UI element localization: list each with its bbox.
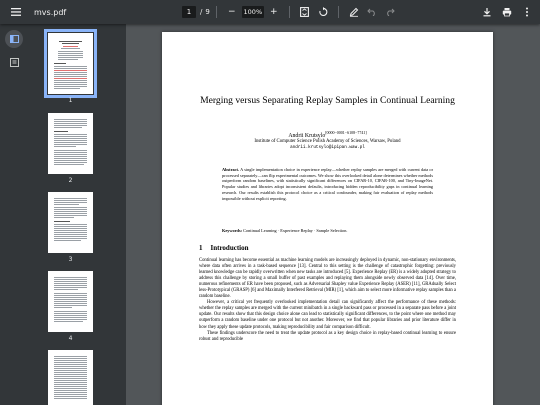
page-thumbnail[interactable]: [48, 192, 93, 253]
thumbnails-view-button[interactable]: [5, 30, 23, 48]
rotate-icon: [318, 7, 328, 17]
thumb-line: [54, 160, 87, 161]
thumb-line: [54, 240, 81, 241]
thumb-line: [54, 390, 87, 391]
thumb-line: [54, 221, 70, 222]
thumb-line: [54, 234, 87, 235]
thumb-line: [54, 207, 87, 208]
divider: [289, 6, 290, 18]
paper-author: [182, 130, 473, 139]
paragraph: These findings underscore the need to treat the update protocol as a key design choice in replay-based continual learning to ensure robust and reproducible: [199, 330, 456, 342]
thumb-line: [54, 380, 87, 381]
thumb-line: [54, 372, 87, 373]
thumb-line: [54, 88, 80, 89]
thumb-line: [54, 317, 87, 318]
thumb-line: [54, 362, 87, 363]
keywords: [222, 228, 433, 234]
page-thumbnail-number: 2: [68, 177, 73, 184]
thumb-line: [54, 283, 87, 284]
abstract: [222, 167, 433, 201]
thumb-line: [54, 293, 87, 294]
thumb-line: [54, 202, 87, 203]
page-total: 9: [205, 8, 210, 16]
document-viewport[interactable]: [126, 24, 540, 405]
thumb-line: [54, 80, 87, 81]
thumb-line: [54, 299, 87, 300]
thumb-line: [54, 78, 87, 79]
thumb-line: [54, 125, 87, 126]
page-thumbnail[interactable]: [48, 350, 93, 405]
zoom-in-button[interactable]: [265, 3, 283, 21]
pdf-page: [162, 32, 493, 405]
thumb-line: [54, 82, 87, 83]
page-separator: /: [200, 8, 203, 16]
thumb-line: [54, 370, 87, 371]
thumb-line: [54, 277, 87, 278]
thumb-line: [54, 226, 87, 227]
thumb-line: [54, 68, 87, 69]
toolbar: [0, 0, 540, 24]
section-title: Introduction: [210, 244, 249, 252]
thumb-line: [54, 228, 87, 229]
thumb-line: [54, 392, 87, 393]
thumb-line: [54, 307, 72, 308]
thumb-line: [54, 138, 87, 139]
thumb-line: [54, 76, 87, 77]
thumb-line: [54, 236, 87, 237]
sidebar: [0, 24, 126, 405]
page-thumbnail[interactable]: [48, 271, 93, 332]
section-body: [199, 258, 456, 343]
thumb-line: [54, 213, 87, 214]
thumb-line: [59, 41, 82, 42]
thumb-line: [54, 146, 76, 147]
thumb-line: [54, 384, 87, 385]
page-thumbnail[interactable]: [48, 113, 93, 174]
thumb-line: [54, 303, 87, 304]
thumb-line: [54, 382, 87, 383]
thumb-line: [62, 43, 79, 44]
thumbnail-list: [28, 24, 126, 405]
thumb-line: [54, 295, 87, 296]
thumb-line: [54, 119, 87, 120]
thumb-line: [54, 72, 87, 73]
paper-email: andrii.krutsylo@ipipan.waw.pl: [290, 145, 365, 150]
document-title: mvs.pdf: [34, 7, 67, 17]
thumb-line: [54, 319, 87, 320]
paragraph: Continual learning has become essential as machine learning models are increasingly deployed in dynamic, non-stationary environments, where data often arrives in a task-based sequence [13]. Central to this setting is the challenge of catastrophic forgetting: previously learned knowledge can be rapidly overwritten when new tasks are introduced [5]. Experience Replay (ER) is a widely adopted strategy to address this challenge by storing a small buffer of past examples and replaying them alongside newly observed data [14]. Over time, numerous refinements of ER have been proposed, such as Adversarial Shapley value Experience Replay (ASER) [11], GRAdually Select less-Prototypical (GRASP) [6] and Maximally Interfered Retrieval (MIR) [1], which aim to select more informative replay samples than a random baseline.: [199, 258, 456, 300]
abstract-label: Abstract.: [222, 167, 240, 172]
redo-icon: [385, 8, 395, 16]
fit-page-icon: [300, 7, 309, 17]
undo-icon: [367, 8, 377, 16]
more-vert-icon: [525, 7, 529, 17]
thumb-line: [54, 358, 87, 359]
thumb-line: [54, 287, 87, 288]
thumb-line: [54, 215, 87, 216]
thumb-line: [54, 224, 87, 225]
fit-page-button[interactable]: [296, 3, 314, 21]
thumb-line: [54, 152, 87, 153]
paper-affiliation: Institute of Computer Science Polish Academy of Sciences, Warsaw, Poland: [254, 139, 401, 144]
page-thumbnail[interactable]: [48, 33, 93, 94]
thumb-line: [54, 154, 87, 155]
thumb-line: [54, 150, 87, 151]
download-icon: [482, 7, 492, 17]
paper-title: Merging versus Separating Replay Samples in Continual Learning: [200, 95, 455, 106]
thumb-line: [54, 142, 87, 143]
thumb-line: [54, 134, 87, 135]
thumb-line: [58, 59, 78, 60]
plus-icon: +: [270, 6, 278, 17]
thumb-line: [54, 301, 87, 302]
thumb-line: [54, 144, 87, 145]
thumb-line: [54, 281, 87, 282]
thumb-line: [54, 285, 87, 286]
thumb-line: [54, 398, 87, 399]
author-orcid: [0000−0001−6108−7741]: [325, 130, 367, 135]
thumb-line: [54, 394, 87, 395]
undo-button[interactable]: [363, 3, 381, 21]
zoom-out-button[interactable]: [223, 3, 241, 21]
page-thumbnail-number: 1: [68, 97, 73, 104]
thumb-line: [54, 123, 87, 124]
print-button[interactable]: [498, 3, 516, 21]
thumb-line: [54, 66, 87, 67]
thumb-line: [58, 57, 83, 58]
redo-button[interactable]: [381, 3, 399, 21]
thumb-line: [54, 86, 87, 87]
author-name: Andrii Krutsylo: [288, 132, 326, 139]
thumb-line: [54, 378, 87, 379]
minus-icon: −: [228, 6, 236, 17]
thumb-line: [54, 164, 84, 165]
thumb-line: [58, 51, 83, 52]
thumb-line: [54, 70, 87, 71]
sidebar-icon-column: [0, 24, 28, 405]
section-heading: [199, 244, 249, 252]
thumb-line: [54, 279, 87, 280]
thumb-line: [54, 211, 87, 212]
thumb-line: [54, 127, 82, 128]
thumb-line: [63, 46, 78, 47]
thumb-line: [54, 230, 87, 231]
thumb-line: [54, 396, 87, 397]
thumb-line: [54, 386, 87, 387]
menu-icon[interactable]: [7, 3, 25, 21]
thumb-line: [54, 366, 87, 367]
thumb-line: [54, 74, 87, 75]
thumb-line: [54, 156, 87, 157]
thumb-line: [54, 356, 87, 357]
thumb-line: [54, 297, 87, 298]
thumb-line: [54, 321, 83, 322]
thumb-line: [54, 217, 74, 218]
thumb-line: [58, 53, 83, 54]
thumb-line: [54, 305, 87, 306]
thumb-line: [54, 374, 87, 375]
thumb-line: [54, 121, 87, 122]
thumb-line: [54, 209, 87, 210]
thumb-line: [54, 200, 87, 201]
divider: [338, 6, 339, 18]
thumb-line: [54, 158, 87, 159]
thumb-line: [54, 313, 87, 314]
thumb-line: [54, 204, 79, 205]
thumb-line: [54, 376, 87, 377]
download-button[interactable]: [478, 3, 496, 21]
keywords-text: Continual Learning · Experience Replay · Sample Selection.: [243, 228, 348, 233]
thumb-line: [54, 311, 87, 312]
abstract-text: A single implementation choice in experience replay—whether replay samples are merged with current data or processed separately—can flip experimental outcomes. We show this overlooked detail alone determines whether methods outperform random baselines, with statistically significant differences on CIFAR-10, CIFAR-100, and Tiny-ImageNet. Popular studies and libraries adopt inconsistent defaults, introducing hidden reproducibility gaps in continual learning research. Our results establish this protocol choice as a critical confounder, making fair evaluation of replay methods impossible without explicit reporting.: [222, 167, 434, 201]
thumb-line: [54, 238, 87, 239]
thumb-line: [54, 162, 87, 163]
page-thumbnail-number: 4: [68, 335, 73, 342]
more-options-button[interactable]: [518, 3, 536, 21]
thumb-line: [54, 368, 87, 369]
thumb-line: [54, 388, 87, 389]
thumb-line: [54, 360, 87, 361]
page-number-input[interactable]: 1: [182, 6, 196, 18]
thumb-line: [54, 364, 87, 365]
print-icon: [502, 7, 512, 17]
thumb-line: [61, 48, 80, 49]
annotate-button[interactable]: [345, 3, 363, 21]
thumbnails-icon: [10, 35, 19, 43]
rotate-button[interactable]: [314, 3, 332, 21]
thumb-line: [54, 63, 66, 64]
thumb-line: [58, 55, 83, 56]
page-thumbnail-number: 3: [68, 256, 73, 263]
thumb-line: [54, 131, 68, 132]
zoom-input[interactable]: 100%: [243, 8, 263, 16]
thumb-line: [54, 140, 87, 141]
thumb-line: [54, 198, 87, 199]
thumb-line: [54, 84, 87, 85]
outline-icon: [10, 58, 19, 67]
thumb-line: [54, 315, 87, 316]
pen-icon: [349, 7, 359, 17]
paragraph: However, a critical yet frequently overlooked implementation detail can significantly affect the performance of these methods: whether the replay samples are merged with the current minibatch in a single backward pass or processed in a separate pass before a joint update. Our results show that this design choice alone can lead to statistically significant differences, to the point where one method may outperform a random baseline under one protocol but not another. Moreover, we find that popular libraries and prior literature differ in how they apply these update protocols, making reproducibility and fair comparison difficult.: [199, 300, 456, 330]
outline-view-button[interactable]: [5, 53, 23, 71]
keywords-label: Keywords:: [222, 228, 243, 233]
thumb-line: [54, 289, 78, 290]
section-number: 1: [199, 244, 203, 252]
thumb-line: [54, 136, 87, 137]
thumb-line: [54, 232, 87, 233]
divider: [216, 6, 217, 18]
